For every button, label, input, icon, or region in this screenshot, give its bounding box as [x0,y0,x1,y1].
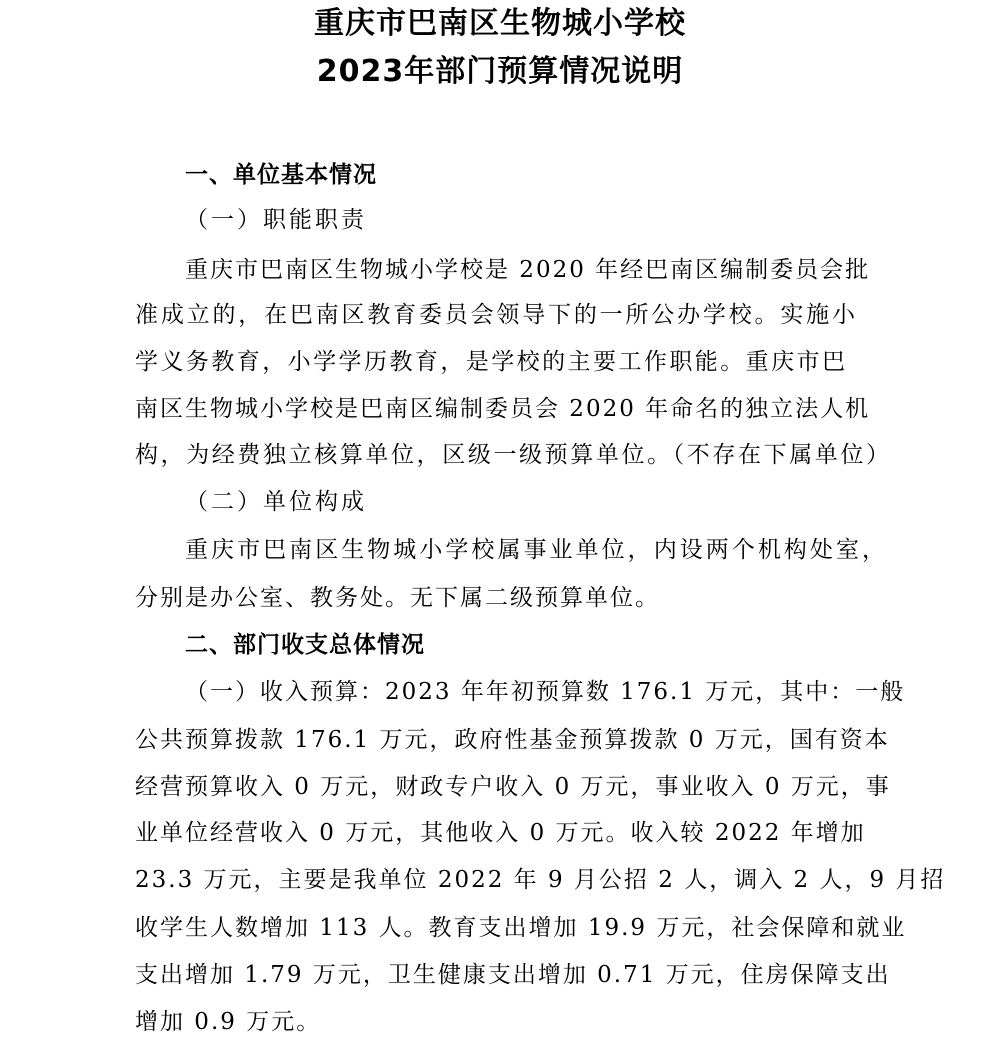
paragraph-line: 重庆市巴南区生物城小学校是 2020 年经巴南区编制委员会批 [185,257,871,283]
paragraph-line: 经营预算收入 0 万元，财政专户收入 0 万元，事业收入 0 万元，事 [135,774,891,800]
paragraph-line: （一）收入预算：2023 年年初预算数 176.1 万元，其中：一般 [185,679,906,705]
document-title-line2: 2023年部门预算情况说明 [316,54,684,89]
paragraph-line: 支出增加 1.79 万元，卫生健康支出增加 0.71 万元，住房保障支出 [135,962,891,988]
paragraph-line: 23.3 万元，主要是我单位 2022 年 9 月公招 2 人，调入 2 人，9 月招 [135,867,946,893]
paragraph-line: 分别是办公室、教务处。无下属二级预算单位。 [135,585,660,611]
paragraph-line: 构，为经费独立核算单位，区级一级预算单位。（不存在下属单位） [135,442,891,468]
paragraph-line: 准成立的，在巴南区教育委员会领导下的一所公办学校。实施小 [135,302,857,328]
section-heading-basic-info: 一、单位基本情况 [185,162,377,188]
paragraph-line: 学义务教育，小学学历教育，是学校的主要工作职能。重庆市巴 [135,349,847,375]
section-heading-revenue-overview: 二、部门收支总体情况 [185,632,425,658]
paragraph-line: 南区生物城小学校是巴南区编制委员会 2020 年命名的独立法人机 [135,396,871,422]
subsection-heading-structure: （二）单位构成 [185,489,367,515]
paragraph-line: 公共预算拨款 176.1 万元，政府性基金预算拨款 0 万元，国有资本 [135,727,890,753]
paragraph-line: 收学生人数增加 113 人。教育支出增加 19.9 万元，社会保障和就业 [135,915,907,941]
paragraph-line: 增加 0.9 万元。 [135,1009,322,1035]
paragraph-line: 业单位经营收入 0 万元，其他收入 0 万元。收入较 2022 年增加 [135,820,866,846]
paragraph-line: 重庆市巴南区生物城小学校属事业单位，内设两个机构处室， [185,537,887,563]
subsection-heading-duties: （一）职能职责 [185,207,367,233]
document-title-line1: 重庆市巴南区生物城小学校 [314,6,686,41]
